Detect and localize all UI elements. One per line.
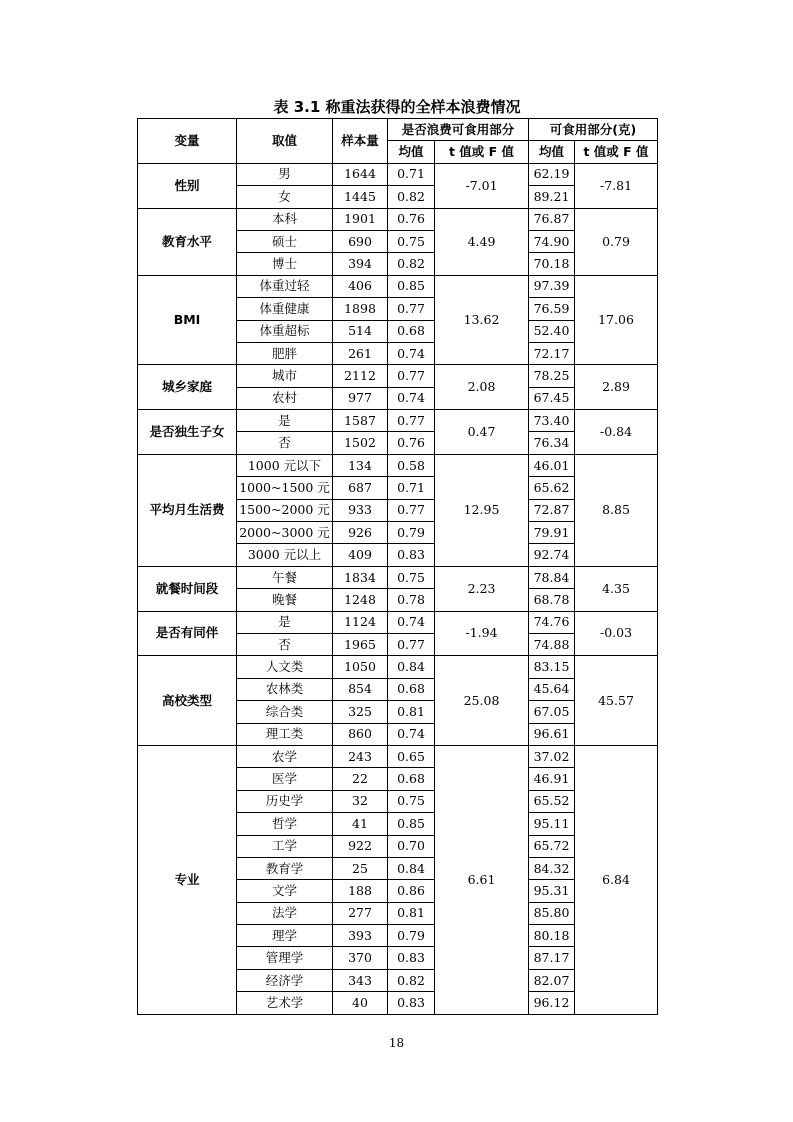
waste-mean-cell: 0.77 <box>388 298 435 320</box>
header-stat-1: t 值或 F 值 <box>435 141 529 163</box>
sample-cell: 926 <box>333 522 388 544</box>
value-cell: 体重健康 <box>237 298 333 320</box>
waste-mean-cell: 0.83 <box>388 544 435 566</box>
waste-mean-cell: 0.75 <box>388 790 435 812</box>
waste-stat-cell: 25.08 <box>435 656 529 746</box>
grams-mean-cell: 67.45 <box>529 387 575 409</box>
grams-mean-cell: 65.62 <box>529 477 575 499</box>
waste-mean-cell: 0.85 <box>388 275 435 297</box>
sample-cell: 1248 <box>333 589 388 611</box>
waste-mean-cell: 0.82 <box>388 186 435 208</box>
sample-cell: 514 <box>333 320 388 342</box>
grams-mean-cell: 85.80 <box>529 902 575 924</box>
grams-mean-cell: 45.64 <box>529 678 575 700</box>
sample-cell: 406 <box>333 275 388 297</box>
grams-mean-cell: 79.91 <box>529 522 575 544</box>
sample-cell: 277 <box>333 902 388 924</box>
grams-stat-cell: -7.81 <box>575 163 658 208</box>
sample-cell: 393 <box>333 925 388 947</box>
header-value: 取值 <box>237 119 333 164</box>
waste-mean-cell: 0.71 <box>388 477 435 499</box>
sample-cell: 1502 <box>333 432 388 454</box>
value-cell: 否 <box>237 432 333 454</box>
header-mean-1: 均值 <box>388 141 435 163</box>
sample-cell: 1050 <box>333 656 388 678</box>
sample-cell: 922 <box>333 835 388 857</box>
sample-cell: 1587 <box>333 410 388 432</box>
sample-cell: 1901 <box>333 208 388 230</box>
table-row <box>138 611 658 633</box>
variable-cell: 教育水平 <box>138 208 237 275</box>
grams-mean-cell: 52.40 <box>529 320 575 342</box>
variable-cell: 专业 <box>138 745 237 1014</box>
waste-mean-cell: 0.74 <box>388 723 435 745</box>
value-cell: 体重超标 <box>237 320 333 342</box>
table-row <box>138 745 658 767</box>
sample-cell: 25 <box>333 857 388 879</box>
waste-stat-cell: 13.62 <box>435 275 529 365</box>
sample-cell: 687 <box>333 477 388 499</box>
value-cell: 博士 <box>237 253 333 275</box>
value-cell: 法学 <box>237 902 333 924</box>
sample-cell: 1834 <box>333 566 388 588</box>
grams-stat-cell: 8.85 <box>575 454 658 566</box>
variable-cell: 是否有同伴 <box>138 611 237 656</box>
sample-cell: 1124 <box>333 611 388 633</box>
waste-stat-cell: 6.61 <box>435 745 529 1014</box>
waste-stat-cell: -1.94 <box>435 611 529 656</box>
grams-mean-cell: 89.21 <box>529 186 575 208</box>
waste-mean-cell: 0.75 <box>388 566 435 588</box>
table-header <box>138 119 658 164</box>
table-row <box>138 410 658 432</box>
header-mean-2: 均值 <box>529 141 575 163</box>
value-cell: 艺术学 <box>237 992 333 1014</box>
value-cell: 午餐 <box>237 566 333 588</box>
grams-mean-cell: 74.76 <box>529 611 575 633</box>
table-row <box>138 566 658 588</box>
grams-mean-cell: 97.39 <box>529 275 575 297</box>
sample-cell: 134 <box>333 454 388 476</box>
sample-cell: 1644 <box>333 163 388 185</box>
waste-mean-cell: 0.78 <box>388 589 435 611</box>
grams-mean-cell: 37.02 <box>529 745 575 767</box>
sample-cell: 188 <box>333 880 388 902</box>
grams-mean-cell: 82.07 <box>529 969 575 991</box>
grams-stat-cell: 6.84 <box>575 745 658 1014</box>
waste-mean-cell: 0.71 <box>388 163 435 185</box>
waste-mean-cell: 0.84 <box>388 656 435 678</box>
waste-mean-cell: 0.75 <box>388 230 435 252</box>
grams-mean-cell: 74.90 <box>529 230 575 252</box>
variable-cell: 城乡家庭 <box>138 365 237 410</box>
header-group-grams: 可食用部分(克) <box>529 119 658 141</box>
grams-mean-cell: 76.59 <box>529 298 575 320</box>
value-cell: 农学 <box>237 745 333 767</box>
value-cell: 历史学 <box>237 790 333 812</box>
table-row <box>138 275 658 297</box>
grams-mean-cell: 87.17 <box>529 947 575 969</box>
value-cell: 农林类 <box>237 678 333 700</box>
value-cell: 1000 元以下 <box>237 454 333 476</box>
sample-cell: 394 <box>333 253 388 275</box>
table-row <box>138 208 658 230</box>
grams-stat-cell: -0.84 <box>575 410 658 455</box>
grams-mean-cell: 46.01 <box>529 454 575 476</box>
grams-mean-cell: 76.34 <box>529 432 575 454</box>
grams-mean-cell: 76.87 <box>529 208 575 230</box>
variable-cell: 是否独生子女 <box>138 410 237 455</box>
waste-mean-cell: 0.77 <box>388 365 435 387</box>
waste-mean-cell: 0.86 <box>388 880 435 902</box>
waste-mean-cell: 0.58 <box>388 454 435 476</box>
value-cell: 3000 元以上 <box>237 544 333 566</box>
grams-stat-cell: 45.57 <box>575 656 658 746</box>
grams-mean-cell: 68.78 <box>529 589 575 611</box>
waste-mean-cell: 0.77 <box>388 499 435 521</box>
waste-stat-cell: 2.08 <box>435 365 529 410</box>
grams-mean-cell: 70.18 <box>529 253 575 275</box>
waste-mean-cell: 0.85 <box>388 813 435 835</box>
waste-mean-cell: 0.82 <box>388 253 435 275</box>
variable-cell: 平均月生活费 <box>138 454 237 566</box>
table-row <box>138 365 658 387</box>
waste-mean-cell: 0.81 <box>388 701 435 723</box>
waste-stat-cell: -7.01 <box>435 163 529 208</box>
waste-mean-cell: 0.70 <box>388 835 435 857</box>
grams-mean-cell: 96.12 <box>529 992 575 1014</box>
value-cell: 教育学 <box>237 857 333 879</box>
waste-mean-cell: 0.84 <box>388 857 435 879</box>
grams-mean-cell: 84.32 <box>529 857 575 879</box>
value-cell: 1000~1500 元 <box>237 477 333 499</box>
value-cell: 男 <box>237 163 333 185</box>
value-cell: 1500~2000 元 <box>237 499 333 521</box>
waste-mean-cell: 0.68 <box>388 678 435 700</box>
table-caption: 表 3.1 称重法获得的全样本浪费情况 <box>273 98 521 116</box>
waste-mean-cell: 0.83 <box>388 947 435 969</box>
grams-mean-cell: 95.11 <box>529 813 575 835</box>
grams-mean-cell: 96.61 <box>529 723 575 745</box>
table-row <box>138 656 658 678</box>
value-cell: 农村 <box>237 387 333 409</box>
value-cell: 理学 <box>237 925 333 947</box>
value-cell: 人文类 <box>237 656 333 678</box>
waste-mean-cell: 0.68 <box>388 320 435 342</box>
waste-mean-cell: 0.74 <box>388 611 435 633</box>
grams-mean-cell: 46.91 <box>529 768 575 790</box>
table-body <box>138 163 658 1014</box>
value-cell: 2000~3000 元 <box>237 522 333 544</box>
grams-mean-cell: 72.17 <box>529 342 575 364</box>
waste-mean-cell: 0.82 <box>388 969 435 991</box>
value-cell: 综合类 <box>237 701 333 723</box>
sample-cell: 1965 <box>333 633 388 655</box>
sample-cell: 933 <box>333 499 388 521</box>
value-cell: 肥胖 <box>237 342 333 364</box>
value-cell: 城市 <box>237 365 333 387</box>
sample-cell: 860 <box>333 723 388 745</box>
waste-mean-cell: 0.79 <box>388 925 435 947</box>
table-row <box>138 454 658 476</box>
grams-mean-cell: 95.31 <box>529 880 575 902</box>
value-cell: 医学 <box>237 768 333 790</box>
sample-cell: 261 <box>333 342 388 364</box>
grams-mean-cell: 78.84 <box>529 566 575 588</box>
sample-cell: 409 <box>333 544 388 566</box>
waste-stat-cell: 12.95 <box>435 454 529 566</box>
sample-cell: 1445 <box>333 186 388 208</box>
grams-mean-cell: 92.74 <box>529 544 575 566</box>
grams-stat-cell: -0.03 <box>575 611 658 656</box>
value-cell: 经济学 <box>237 969 333 991</box>
value-cell: 本科 <box>237 208 333 230</box>
grams-mean-cell: 62.19 <box>529 163 575 185</box>
grams-mean-cell: 80.18 <box>529 925 575 947</box>
value-cell: 女 <box>237 186 333 208</box>
value-cell: 理工类 <box>237 723 333 745</box>
sample-cell: 40 <box>333 992 388 1014</box>
waste-stat-cell: 2.23 <box>435 566 529 611</box>
header-variable: 变量 <box>138 119 237 164</box>
page-number: 18 <box>388 1036 405 1050</box>
value-cell: 工学 <box>237 835 333 857</box>
sample-cell: 243 <box>333 745 388 767</box>
grams-mean-cell: 67.05 <box>529 701 575 723</box>
value-cell: 是 <box>237 611 333 633</box>
waste-mean-cell: 0.74 <box>388 387 435 409</box>
sample-cell: 343 <box>333 969 388 991</box>
sample-cell: 325 <box>333 701 388 723</box>
grams-mean-cell: 74.88 <box>529 633 575 655</box>
waste-mean-cell: 0.79 <box>388 522 435 544</box>
variable-cell: 性别 <box>138 163 237 208</box>
grams-mean-cell: 65.52 <box>529 790 575 812</box>
waste-stat-cell: 4.49 <box>435 208 529 275</box>
header-group-waste: 是否浪费可食用部分 <box>388 119 529 141</box>
grams-mean-cell: 72.87 <box>529 499 575 521</box>
variable-cell: BMI <box>138 275 237 365</box>
waste-table <box>137 118 658 1015</box>
sample-cell: 690 <box>333 230 388 252</box>
sample-cell: 854 <box>333 678 388 700</box>
sample-cell: 370 <box>333 947 388 969</box>
waste-mean-cell: 0.76 <box>388 208 435 230</box>
sample-cell: 41 <box>333 813 388 835</box>
waste-mean-cell: 0.68 <box>388 768 435 790</box>
value-cell: 文学 <box>237 880 333 902</box>
value-cell: 管理学 <box>237 947 333 969</box>
grams-stat-cell: 2.89 <box>575 365 658 410</box>
value-cell: 哲学 <box>237 813 333 835</box>
header-stat-2: t 值或 F 值 <box>575 141 658 163</box>
waste-mean-cell: 0.83 <box>388 992 435 1014</box>
sample-cell: 1898 <box>333 298 388 320</box>
variable-cell: 就餐时间段 <box>138 566 237 611</box>
grams-mean-cell: 83.15 <box>529 656 575 678</box>
grams-stat-cell: 0.79 <box>575 208 658 275</box>
value-cell: 是 <box>237 410 333 432</box>
value-cell: 体重过轻 <box>237 275 333 297</box>
sample-cell: 977 <box>333 387 388 409</box>
waste-mean-cell: 0.77 <box>388 410 435 432</box>
variable-cell: 高校类型 <box>138 656 237 746</box>
table-row <box>138 163 658 185</box>
grams-mean-cell: 73.40 <box>529 410 575 432</box>
waste-mean-cell: 0.76 <box>388 432 435 454</box>
value-cell: 晚餐 <box>237 589 333 611</box>
grams-mean-cell: 78.25 <box>529 365 575 387</box>
waste-mean-cell: 0.74 <box>388 342 435 364</box>
header-sample: 样本量 <box>333 119 388 164</box>
value-cell: 硕士 <box>237 230 333 252</box>
grams-mean-cell: 65.72 <box>529 835 575 857</box>
waste-mean-cell: 0.81 <box>388 902 435 924</box>
grams-stat-cell: 17.06 <box>575 275 658 365</box>
sample-cell: 2112 <box>333 365 388 387</box>
sample-cell: 32 <box>333 790 388 812</box>
grams-stat-cell: 4.35 <box>575 566 658 611</box>
value-cell: 否 <box>237 633 333 655</box>
waste-mean-cell: 0.77 <box>388 633 435 655</box>
waste-stat-cell: 0.47 <box>435 410 529 455</box>
waste-mean-cell: 0.65 <box>388 745 435 767</box>
sample-cell: 22 <box>333 768 388 790</box>
